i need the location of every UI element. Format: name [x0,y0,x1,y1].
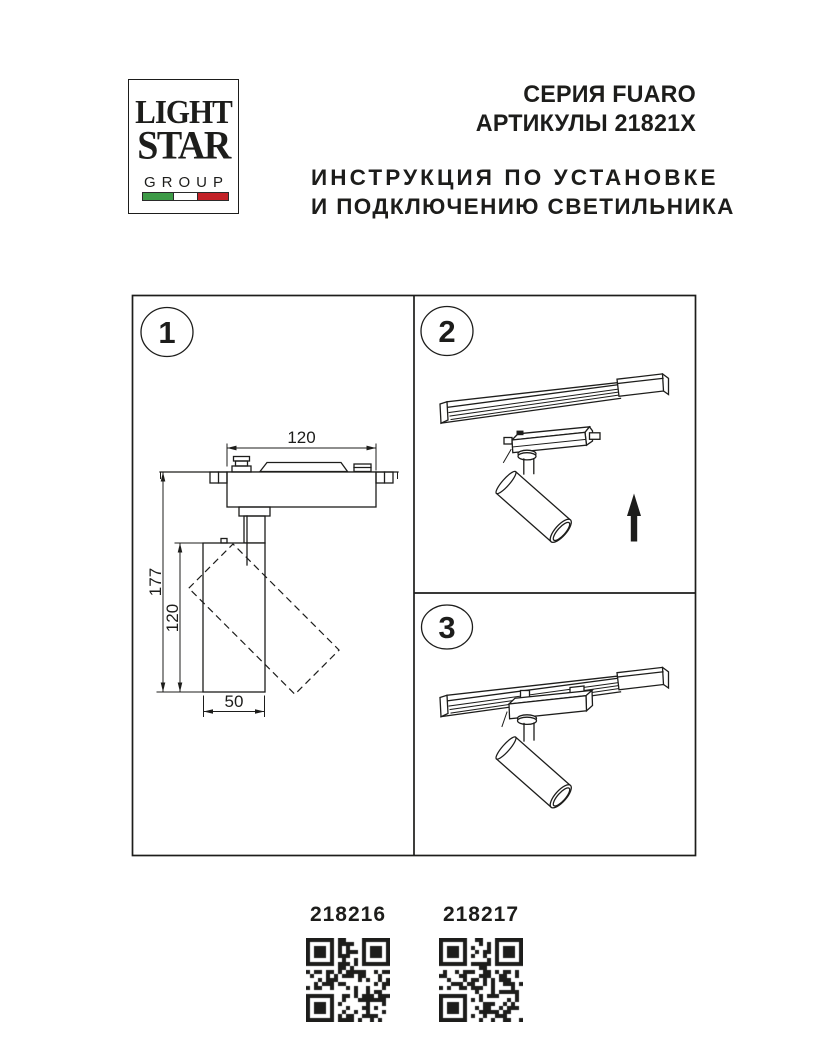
arrow-up-icon [627,494,641,542]
adapter-body [227,472,376,507]
product-code-1: 218216 [309,903,387,926]
series-title: СЕРИЯ FUARO [523,81,696,108]
svg-text:120: 120 [287,428,316,447]
step1-dimension-drawing [146,428,398,717]
swivel-stem-mounted [518,715,537,741]
dimension-body-diameter [204,692,265,717]
step-1-number: 1 [158,315,176,350]
qr-code-2 [439,938,523,1022]
logo-word-star: STAR [137,123,230,169]
instruction-line-1: ИНСТРУКЦИЯ ПО УСТАНОВКЕ [311,165,719,190]
dimension-overall-height [146,472,203,692]
swivel-stem [518,450,536,474]
step2-mounting-drawing [440,374,669,546]
product-218216-block [306,903,390,1022]
spot-cylinder-mounted [494,735,575,811]
articles-line: АРТИКУЛЫ 21821X [475,110,696,137]
product-code-2: 218217 [442,903,520,926]
logo-word-light: LIGHT [135,92,232,131]
logo-word-group: GROUP [143,174,229,191]
instruction-line-2: И ПОДКЛЮЧЕНИЮ СВЕТИЛЬНИКА [311,193,735,219]
step-3-number: 3 [438,610,456,645]
step3-mounted-drawing [440,667,669,811]
spot-cylinder [494,469,575,545]
dimension-body-length [163,543,203,692]
lamp-body [203,543,265,692]
product-218217-block [439,903,523,1022]
svg-text:177: 177 [146,567,165,597]
step-2-number: 2 [438,314,456,349]
svg-text:120: 120 [163,603,182,633]
qr-code-1 [306,938,390,1022]
svg-text:50: 50 [224,692,244,711]
track-rail [440,374,669,423]
track-adapter-mounted [502,690,593,726]
